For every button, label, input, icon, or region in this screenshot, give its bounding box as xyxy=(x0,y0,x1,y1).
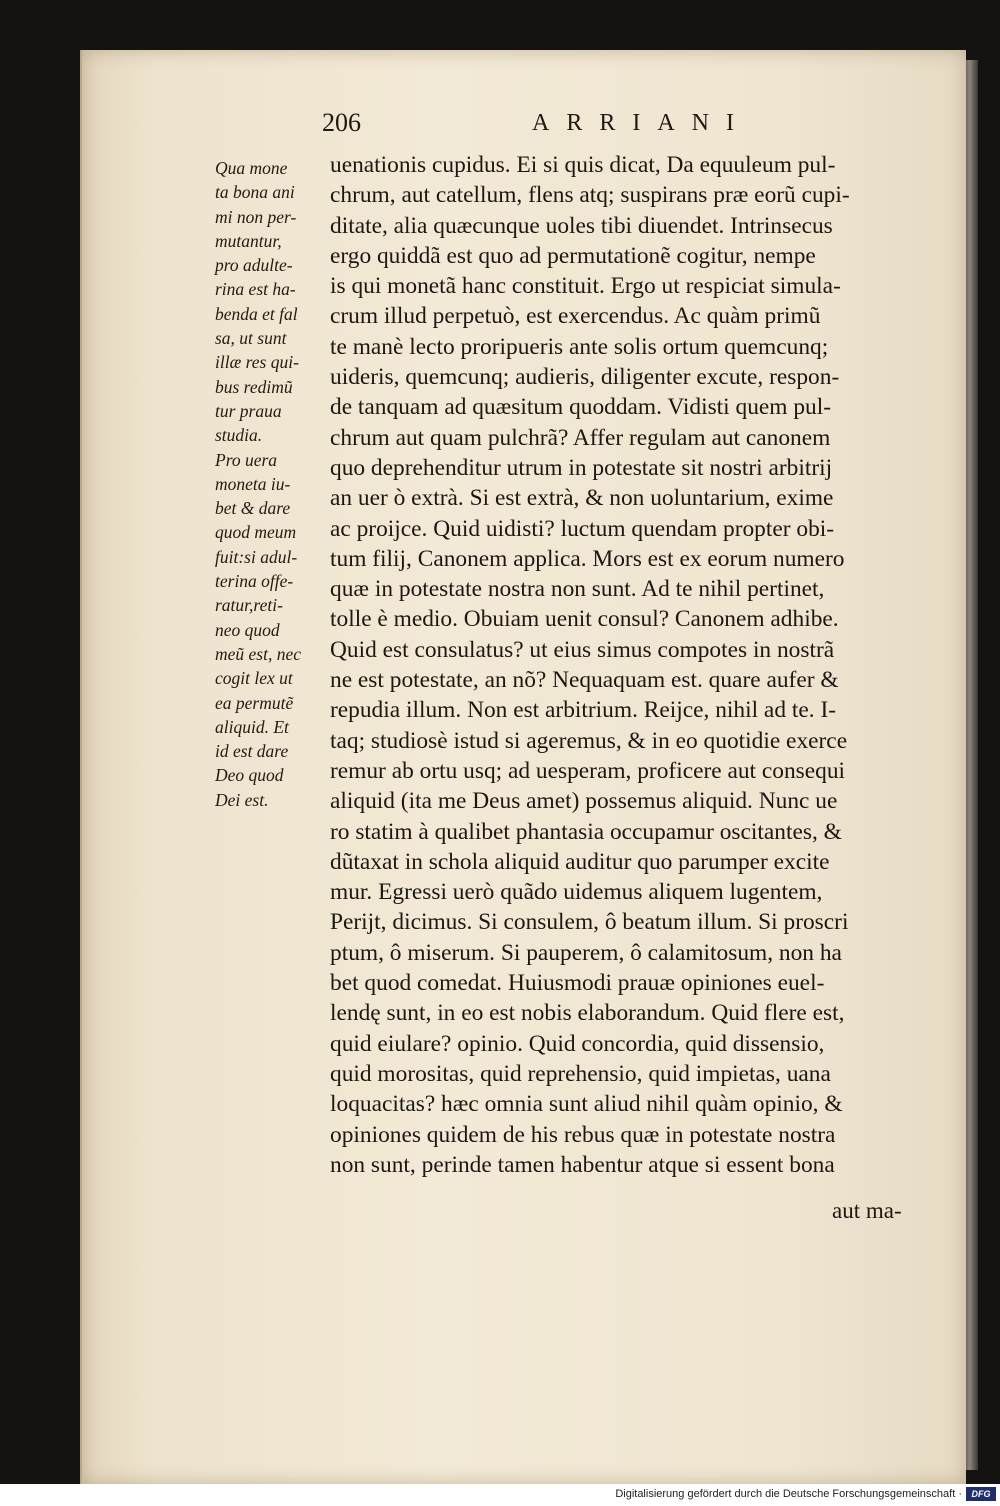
text-line: dũtaxat in schola aliquid auditur quo parumper excite xyxy=(330,848,830,875)
marginal-note-line: sa, ut sunt xyxy=(215,328,287,349)
text-line: quæ in potestate nostra non sunt. Ad te nihil pertinet, xyxy=(330,576,825,603)
marginal-note-line: mutantur, xyxy=(215,230,282,251)
marginal-note-line: rina est ha- xyxy=(215,279,296,300)
marginal-note-line: bus redimũ xyxy=(215,376,293,397)
text-line: Perijt, dicimus. Si consulem, ô beatum illum. Si proscri xyxy=(330,909,849,936)
text-line: Quid est consulatus? ut eius simus compotes in nostrã xyxy=(330,636,835,663)
marginal-note-line: ta bona ani xyxy=(215,182,295,203)
dfg-logo-icon: DFG xyxy=(966,1487,996,1501)
marginal-note-line: fuit:si adul- xyxy=(215,546,298,567)
marginal-note-line: illæ res qui- xyxy=(215,352,299,373)
marginal-note-line: terina offe- xyxy=(215,571,294,592)
marginal-note-line: studia. xyxy=(215,425,263,446)
text-line: mur. Egressi uerò quãdo uidemus aliquem lugentem, xyxy=(330,879,823,906)
marginal-note-line: cogit lex ut xyxy=(215,668,293,689)
text-line: ergo quiddã est quo ad permutationẽ cogitur, nempe xyxy=(330,242,816,269)
text-line: ptum, ô miserum. Si pauperem, ô calamitosum, non ha xyxy=(330,939,842,966)
marginal-note-line: quod meum xyxy=(215,522,297,543)
footer xyxy=(0,1484,1000,1506)
text-line: remur ab ortu usq; ad uesperam, proficere aut consequi xyxy=(330,757,846,784)
text-line: quid morositas, quid reprehensio, quid impietas, uana xyxy=(330,1060,831,1087)
text-line: bet quod comedat. Huiusmodi prauæ opiniones euel- xyxy=(330,970,825,997)
catchword: aut ma- xyxy=(832,1198,902,1223)
text-line: taq; studiosè istud si ageremus, & in eo quotidie exerce xyxy=(330,727,848,754)
marginal-note-line: ratur,reti- xyxy=(215,595,283,616)
marginal-note-line: Pro uera xyxy=(215,449,278,470)
marginal-note-line: neo quod xyxy=(215,619,280,640)
marginal-notes xyxy=(215,156,325,812)
marginal-note-line: Deo quod xyxy=(215,765,284,786)
running-head xyxy=(322,108,962,144)
text-line: ne est potestate, an nõ? Nequaquam est. quare aufer & xyxy=(330,667,839,694)
text-line: non sunt, perinde tamen habentur atque si essent bona xyxy=(330,1151,835,1178)
marginal-note-line: tur praua xyxy=(215,400,282,421)
marginal-note-line: mi non per- xyxy=(215,206,297,227)
marginal-note-line: pro adulte- xyxy=(215,255,293,276)
text-line: is qui monetã hanc constituit. Ergo ut respiciat simula- xyxy=(330,273,841,300)
text-line: lendę sunt, in eo est nobis elaborandum. Quid flere est, xyxy=(330,1000,845,1027)
text-line: quo deprehenditur utrum in potestate sit nostri arbitrij xyxy=(330,454,833,481)
page-edge xyxy=(964,60,978,1470)
text-line: chrum, aut catellum, flens atq; suspirans præ eorũ cupi- xyxy=(330,182,850,209)
text-line: ditate, alia quæcunque uoles tibi diuendet. Intrinsecus xyxy=(330,212,833,239)
marginal-note-line: aliquid. Et xyxy=(215,716,289,737)
text-line: chrum aut quam pulchrã? Affer regulam aut canonem xyxy=(330,424,831,451)
text-line: tum filij, Canonem applica. Mors est ex eorum numero xyxy=(330,545,845,572)
main-text-block xyxy=(330,150,950,1180)
text-line: ac proijce. Quid uidisti? luctum quendam propter obi- xyxy=(330,515,835,542)
text-line: loquacitas? hæc omnia sunt aliud nihil quàm opinio, & xyxy=(330,1091,843,1118)
marginal-note-line: bet & dare xyxy=(215,498,291,519)
text-line: crum illud perpetuò, est exercendus. Ac quàm primũ xyxy=(330,303,821,330)
text-line: opiniones quidem de his rebus quæ in potestate nostra xyxy=(330,1121,836,1148)
text-line: quid eiulare? opinio. Quid concordia, quid dissensio, xyxy=(330,1030,825,1057)
page-number: 206 xyxy=(322,108,361,137)
text-line: aliquid (ita me Deus amet) possemus aliquid. Nunc ue xyxy=(330,788,838,815)
marginal-note-line: id est dare xyxy=(215,741,289,762)
marginal-note-line: Dei est. xyxy=(215,789,269,810)
text-line: ro statim à qualibet phantasia occupamur oscitantes, & xyxy=(330,818,842,845)
marginal-note-line: moneta iu- xyxy=(215,473,291,494)
funding-note: Digitalisierung gefördert durch die Deutsche Forschungsgemeinschaft · xyxy=(615,1488,962,1500)
text-line: uenationis cupidus. Ei si quis dicat, Da equuleum pul- xyxy=(330,152,836,178)
text-line: uideris, quemcunq; audieris, diligenter excute, respon- xyxy=(330,364,840,391)
text-line: an uer ò extrà. Si est extrà, & non uoluntarium, exime xyxy=(330,485,834,512)
text-line: tolle è medio. Obuiam uenit consul? Canonem adhibe. xyxy=(330,606,839,633)
marginal-note-line: benda et fal xyxy=(215,303,298,324)
marginal-note-line: meũ est, nec xyxy=(215,643,302,664)
text-line: de tanquam ad quæsitum quoddam. Vidisti quem pul- xyxy=(330,394,832,421)
marginal-note-line: ea permutẽ xyxy=(215,692,294,713)
marginal-note-line: Qua mone xyxy=(215,158,288,178)
text-line: repudia illum. Non est arbitrium. Reijce, nihil ad te. I- xyxy=(330,697,837,724)
running-title: ARRIANI xyxy=(532,110,751,136)
text-line: te manè lecto proripueris ante solis ortum quemcunq; xyxy=(330,333,829,360)
